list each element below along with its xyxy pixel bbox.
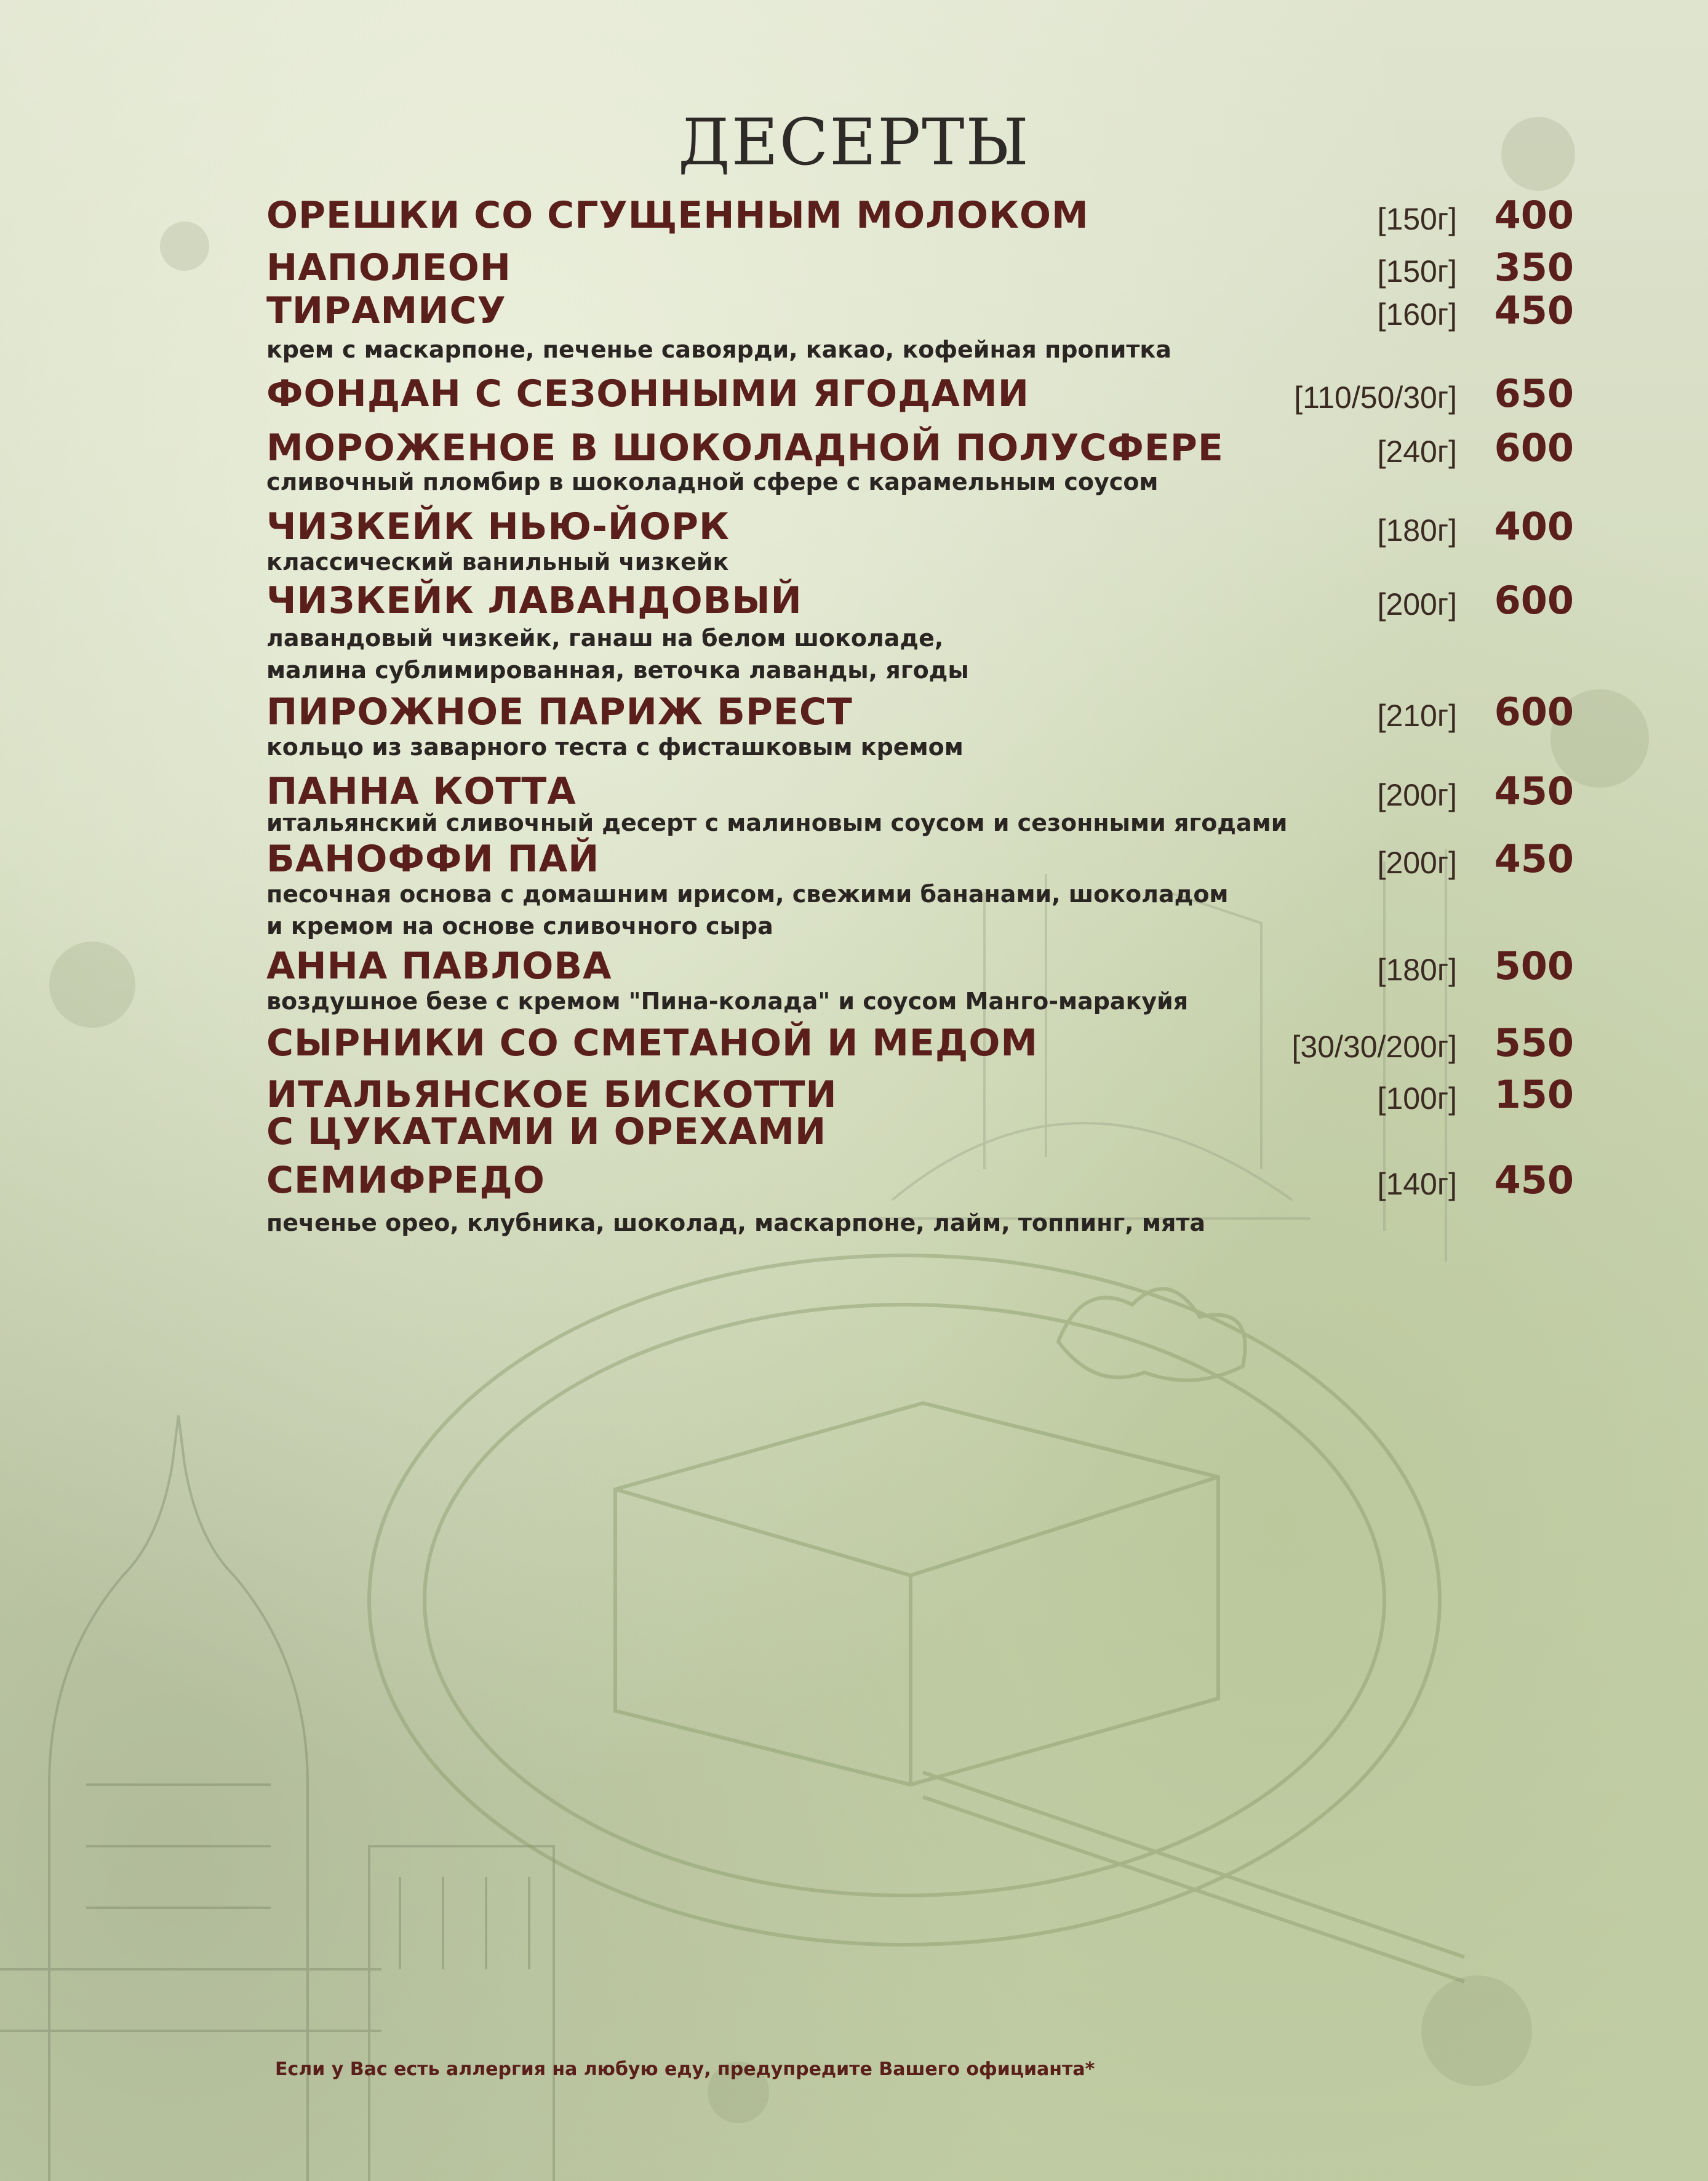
item-price: 600 [1494, 689, 1574, 734]
item-name: ЧИЗКЕЙК ЛАВАНДОВЫЙ [266, 579, 802, 622]
item-description: малина сублимированная, веточка лаванды, ягоды [266, 657, 969, 684]
item-weight: [200г] [1377, 587, 1457, 622]
item-weight: [30/30/200г] [1291, 1030, 1457, 1064]
item-price: 450 [1494, 1158, 1574, 1203]
item-weight: [150г] [1377, 202, 1457, 236]
item-weight: [110/50/30г] [1294, 380, 1457, 415]
item-name: ФОНДАН С СЕЗОННЫМИ ЯГОДАМИ [266, 372, 1029, 415]
item-description: крем с маскарпоне, печенье савоярди, какао, кофейная пропитка [266, 336, 1171, 363]
dessert-plate-sketch [369, 1255, 1464, 1982]
item-price: 450 [1494, 769, 1574, 814]
item-weight: [150г] [1377, 254, 1457, 289]
item-name: БАНОФФИ ПАЙ [266, 838, 600, 881]
item-name: СЕМИФРЕДО [266, 1159, 545, 1202]
item-price: 400 [1494, 193, 1574, 238]
item-weight: [160г] [1377, 297, 1457, 332]
item-name: АННА ПАВЛОВА [266, 945, 612, 988]
allergy-notice: Если у Вас есть аллергия на любую еду, предупредите Вашего официанта* [275, 2059, 1095, 2080]
item-description: лавандовый чизкейк, ганаш на белом шоколаде, [266, 625, 944, 652]
item-name: ОРЕШКИ СО СГУЩЕННЫМ МОЛОКОМ [266, 194, 1089, 237]
item-name: МОРОЖЕНОЕ В ШОКОЛАДНОЙ ПОЛУСФЕРЕ [266, 426, 1224, 470]
item-weight: [200г] [1377, 846, 1457, 880]
item-name: ЧИЗКЕЙК НЬЮ-ЙОРК [266, 505, 730, 548]
item-price: 550 [1494, 1020, 1574, 1065]
item-description: воздушное безе с кремом "Пина-колада" и соусом Манго-маракуйя [266, 988, 1189, 1015]
item-description: классический ванильный чизкейк [266, 548, 729, 575]
item-weight: [210г] [1377, 698, 1457, 733]
item-price: 450 [1494, 836, 1574, 881]
item-weight: [200г] [1377, 778, 1457, 812]
item-name: ПАННА КОТТА [266, 770, 577, 813]
item-description: песочная основа с домашним ирисом, свежими бананами, шоколадом [266, 881, 1229, 908]
item-name: НАПОЛЕОН [266, 246, 511, 289]
item-description: печенье орео, клубника, шоколад, маскарпоне, лайм, топпинг, мята [266, 1209, 1206, 1236]
item-price: 350 [1494, 245, 1574, 290]
item-description: кольцо из заварного теста с фисташковым кремом [266, 734, 964, 761]
item-weight: [180г] [1377, 953, 1457, 987]
item-name: СЫРНИКИ СО СМЕТАНОЙ И МЕДОМ [266, 1022, 1039, 1065]
page-title: ДЕСЕРТЫ [678, 105, 1030, 180]
item-name-line-2: С ЦУКАТАМИ И ОРЕХАМИ [266, 1110, 827, 1153]
item-price: 500 [1494, 943, 1574, 988]
item-price: 650 [1494, 371, 1574, 416]
item-price: 150 [1494, 1072, 1574, 1117]
item-description: и кремом на основе сливочного сыра [266, 913, 773, 940]
item-name: ПИРОЖНОЕ ПАРИЖ БРЕСТ [266, 690, 853, 734]
item-price: 600 [1494, 578, 1574, 623]
item-weight: [100г] [1377, 1081, 1457, 1116]
item-price: 450 [1494, 288, 1574, 333]
item-weight: [240г] [1377, 434, 1457, 469]
item-weight: [180г] [1377, 513, 1457, 548]
item-description: сливочный пломбир в шоколадной сфере с карамельным соусом [266, 468, 1159, 495]
item-description: итальянский сливочный десерт с малиновым соусом и сезонными ягодами [266, 809, 1288, 836]
item-name: ТИРАМИСУ [266, 289, 506, 332]
item-price: 400 [1494, 504, 1574, 549]
item-weight: [140г] [1377, 1167, 1457, 1201]
item-price: 600 [1494, 425, 1574, 470]
item-name: ИТАЛЬЯНСКОЕ БИСКОТТИ [266, 1073, 837, 1116]
